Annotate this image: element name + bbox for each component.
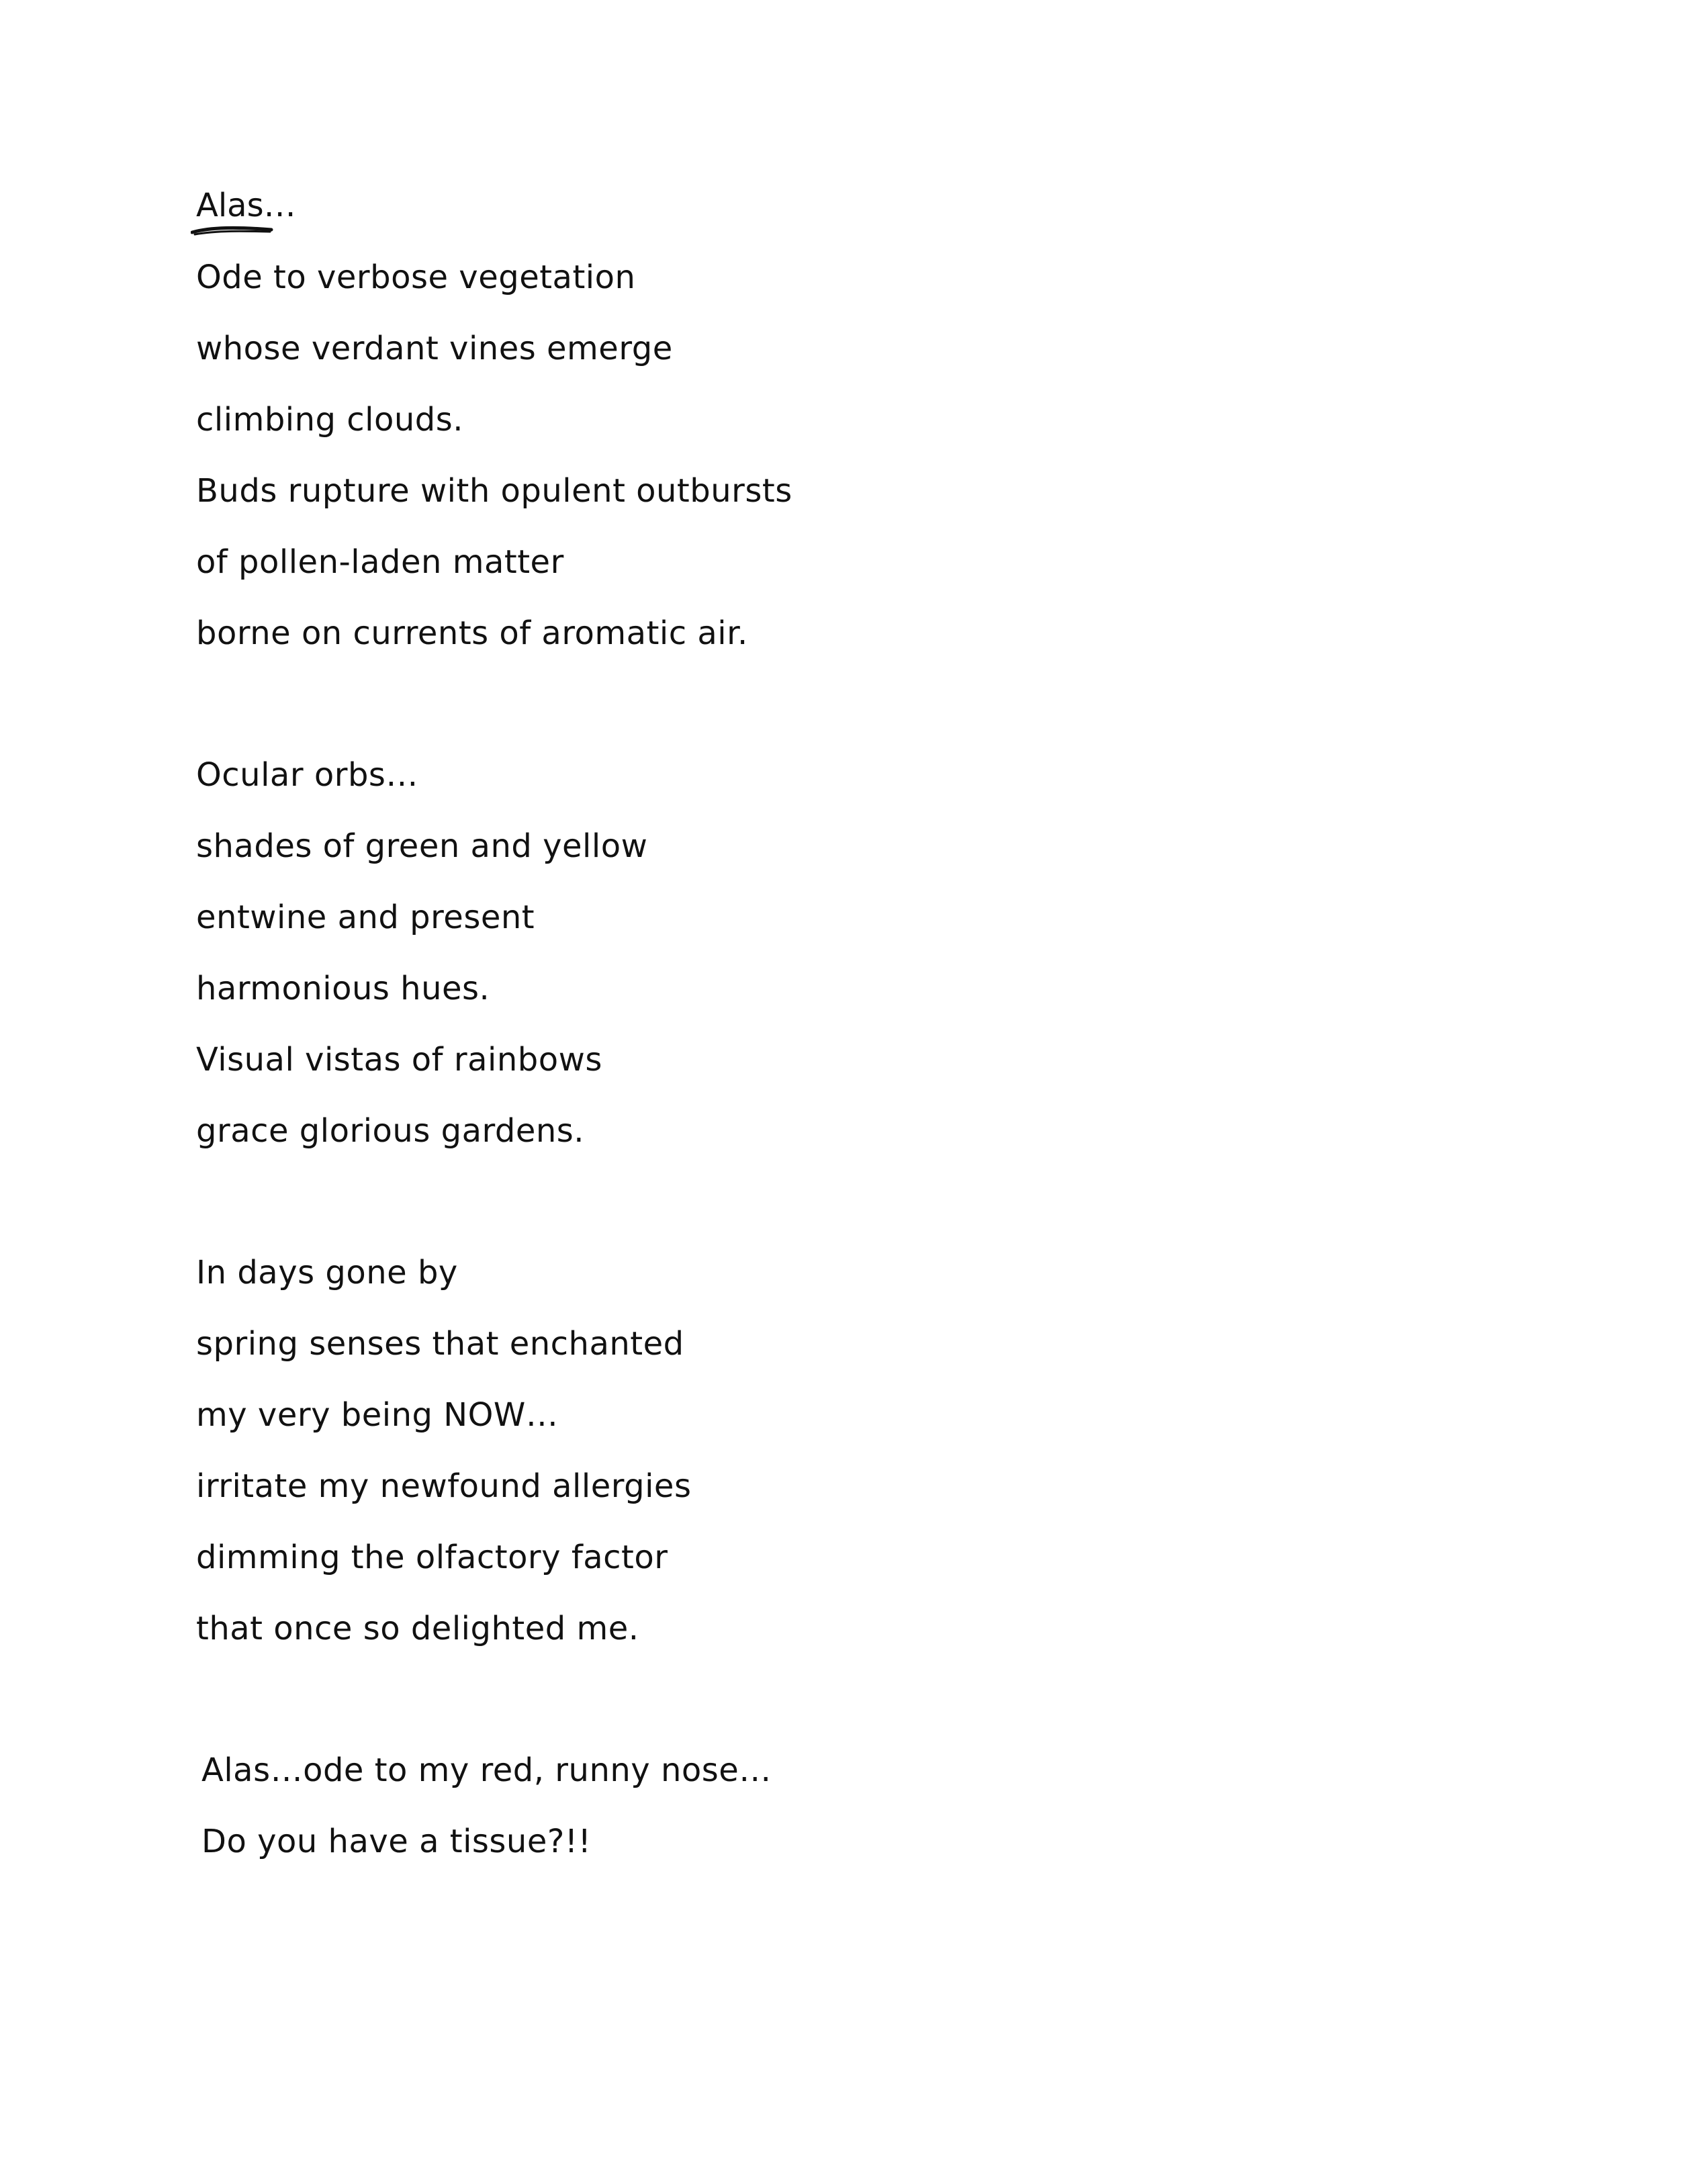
stanza-1-line-2: whose verdant vines emerge (196, 330, 673, 367)
stanza-3-line-6: that once so delighted me. (196, 1610, 639, 1647)
stanza-3-line-2: spring senses that enchanted (196, 1325, 684, 1363)
stanza-3-line-4: irritate my newfound allergies (196, 1467, 692, 1505)
stanza-3-line-1: In days gone by (196, 1254, 458, 1291)
stanza-1-line-4: Buds rupture with opulent outbursts (196, 472, 792, 510)
stanza-1-line-5: of pollen-laden matter (196, 543, 564, 581)
stanza-2-line-1: Ocular orbs… (196, 756, 418, 794)
poem-title: Alas… (196, 187, 296, 224)
stanza-2-line-5: Visual vistas of rainbows (196, 1041, 602, 1079)
stanza-2-line-6: grace glorious gardens. (196, 1112, 585, 1150)
stanza-1-line-3: climbing clouds. (196, 401, 464, 439)
stanza-1-line-6: borne on currents of aromatic air. (196, 615, 748, 652)
stanza-4-line-2: Do you have a tissue?!! (201, 1823, 592, 1860)
stanza-4-line-1: Alas…ode to my red, runny nose… (201, 1751, 772, 1789)
stanza-2-line-4: harmonious hues. (196, 970, 490, 1007)
poem-title-block (196, 185, 296, 226)
stanza-3-line-5: dimming the olfactory factor (196, 1539, 668, 1576)
stanza-3-line-3: my very being NOW… (196, 1396, 559, 1434)
stanza-2-line-2: shades of green and yellow (196, 827, 648, 865)
stanza-1-line-1: Ode to verbose vegetation (196, 259, 636, 296)
stanza-2-line-3: entwine and present (196, 899, 535, 936)
title-underline (191, 224, 274, 236)
